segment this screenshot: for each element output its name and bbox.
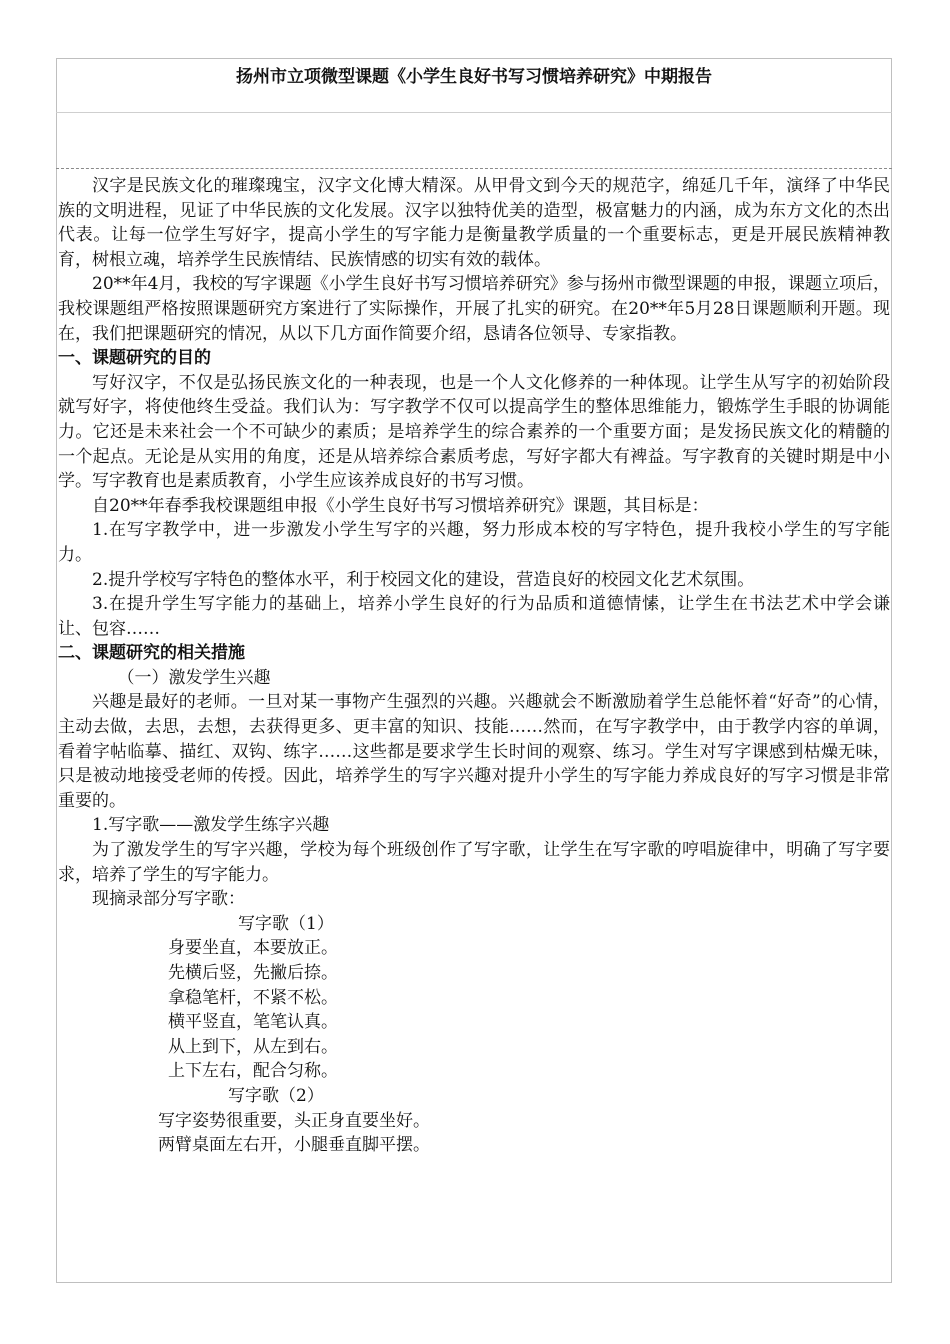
subsection-heading: （一）激发学生兴趣 (117, 667, 271, 688)
header-divider (56, 112, 892, 113)
goal-item-3: 3.在提升学生写字能力的基础上，培养小学生良好的行为品质和道德情愫，让学生在书法艺术中学会谦让、包容…… (58, 594, 890, 639)
section-heading-2: 二、课题研究的相关措施 (58, 643, 245, 664)
paragraph: 汉字是民族文化的璀璨瑰宝，汉字文化博大精深。从甲骨文到今天的规范字，绵延几千年，演绎了中华民族的文明进程，见证了中华民族的文化发展。汉字以独特优美的造型，极富魅力的内涵，成为东方文化的杰出代表。让每一位学生写好字，提高小学生的写字能力是衡量教学质量的一个重要标志，更是开展民族精神教育，树根立魂，培养学生民族情结、民族情感的切实有效的载体。 (58, 176, 890, 270)
song-1 (58, 912, 890, 1084)
song-line: 两臂桌面左右开，小腿垂直脚平摆。 (158, 1135, 430, 1156)
report-title: 扬州市立项微型课题《小学生良好书写习惯培养研究》中期报告 (236, 67, 712, 87)
section-heading-1: 一、课题研究的目的 (58, 348, 211, 369)
song-line: 身要坐直，本要放正。 (168, 938, 338, 959)
song-1-title: 写字歌（1） (238, 913, 334, 934)
dashed-divider (56, 168, 892, 169)
paragraph: 现摘录部分写字歌： (92, 889, 245, 910)
song-line: 拿稳笔杆，不紧不松。 (168, 987, 338, 1008)
report-body (58, 174, 890, 1158)
song-line: 写字姿势很重要，头正身直要坐好。 (158, 1110, 430, 1131)
song-line: 横平竖直，笔笔认真。 (168, 1012, 338, 1033)
song-line: 从上到下，从左到右。 (168, 1036, 338, 1057)
song-2 (58, 1084, 890, 1158)
paragraph: 兴趣是最好的老师。一旦对某一事物产生强烈的兴趣。兴趣就会不断激励着学生总能怀着“好奇”的心情，主动去做，去思，去想，去获得更多、更丰富的知识、技能……然而，在写字教学中，由于教学内容的单调，看着字帖临摹、描红、双钩、练字……这些都是要求学生长时间的观察、练习。学生对写字课感到枯燥无味，只是被动地接受老师的传授。因此，培养学生的写字兴趣对提升小学生的写字能力养成良好的写字习惯是非常重要的。 (58, 692, 890, 811)
goal-item-1: 1.在写字教学中，进一步激发小学生写字的兴趣，努力形成本校的写字特色，提升我校小学生的写字能力。 (58, 520, 890, 565)
paragraph: 自20**年春季我校课题组申报《小学生良好书写习惯培养研究》课题，其目标是： (92, 495, 709, 516)
paragraph: 20**年4月，我校的写字课题《小学生良好书写习惯培养研究》参与扬州市微型课题的申报，课题立项后，我校课题组严格按照课题研究方案进行了实际操作，开展了扎实的研究。在20**年5月28日课题顺利开题。现在，我们把课题研究的情况，从以下几方面作简要介绍，恳请各位领导、专家指教。 (58, 274, 890, 344)
paragraph: 为了激发学生的写字兴趣，学校为每个班级创作了写字歌，让学生在写字歌的哼唱旋律中，明确了写字要求，培养了学生的写字能力。 (58, 840, 890, 885)
goal-item-2: 2.提升学校写字特色的整体水平，利于校园文化的建设，营造良好的校园文化艺术氛围。 (92, 569, 755, 590)
paragraph: 1.写字歌——激发学生练字兴趣 (92, 815, 330, 836)
song-line: 上下左右，配合匀称。 (168, 1061, 338, 1082)
song-2-title: 写字歌（2） (228, 1085, 324, 1106)
song-line: 先横后竖，先撇后捺。 (168, 963, 338, 983)
paragraph: 写好汉字，不仅是弘扬民族文化的一种表现，也是一个人文化修养的一种体现。让学生从写字的初始阶段就写好字，将使他终生受益。我们认为：写字教学不仅可以提高学生的整体思维能力，锻炼学生手眼的协调能力。它还是未来社会一个不可缺少的素质；是培养学生的综合素养的一个重要方面；是发扬民族文化的精髓的一个起点。无论是从实用的角度，还是从培养综合素质考虑，写好字都大有裨益。写字教育的关键时期是中小学。写字教育也是素质教育，小学生应该养成良好的书写习惯。 (58, 372, 890, 492)
